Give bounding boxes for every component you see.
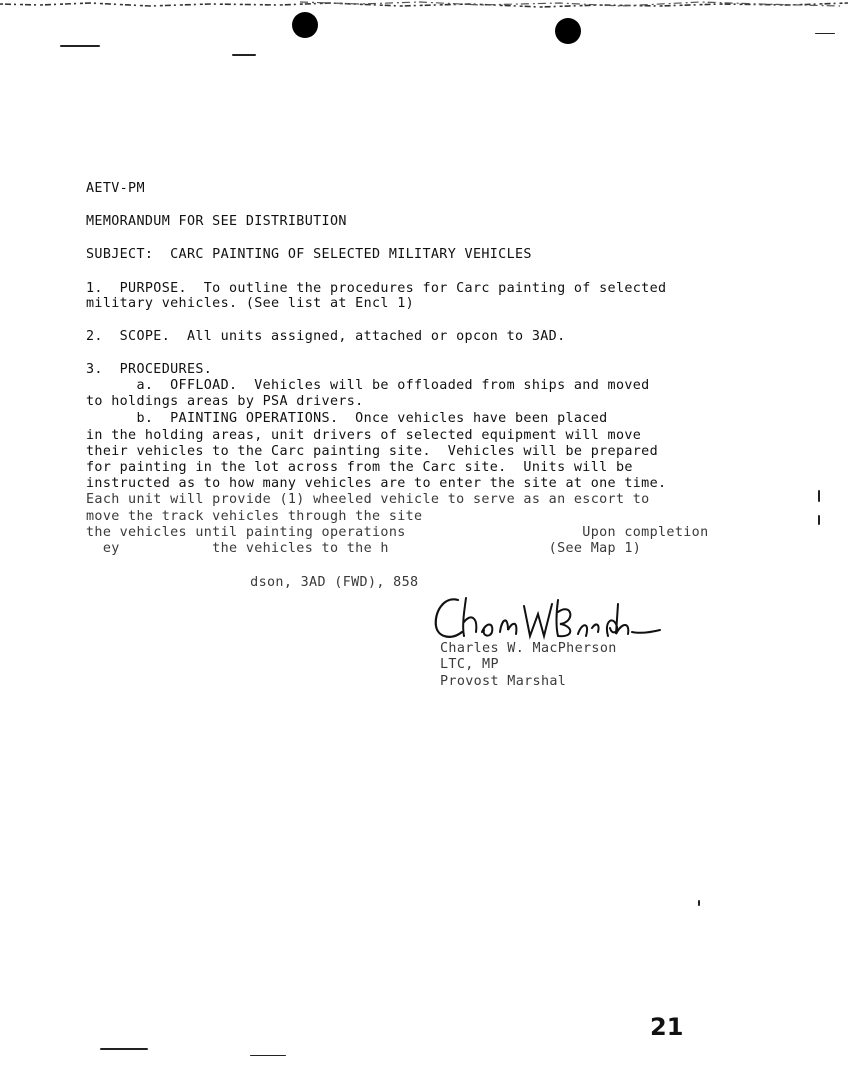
painting-paragraph-line: their vehicles to the Carc painting site. Vehicles will be prepared <box>86 444 659 459</box>
painting-paragraph-line: the vehicles until painting operations Upon completion <box>86 525 709 540</box>
painting-paragraph-line: move the track vehicles through the site <box>86 509 423 524</box>
painting-paragraph-line: b. PAINTING OPERATIONS. Once vehicles have been placed <box>86 411 608 426</box>
painting-paragraph-line: instructed as to how many vehicles are to enter the site at one time. <box>86 476 667 491</box>
scope-paragraph: 2. SCOPE. All units assigned, attached or opcon to 3AD. <box>86 329 566 344</box>
signer-rank: LTC, MP <box>440 657 499 672</box>
painting-paragraph-line: Each unit will provide (1) wheeled vehicle to serve as an escort to <box>86 492 650 507</box>
purpose-paragraph-line: 1. PURPOSE. To outline the procedures for Carc painting of selected <box>86 281 667 296</box>
handwritten-signature <box>432 592 662 646</box>
offload-paragraph-line: a. OFFLOAD. Vehicles will be offloaded from ships and moved <box>86 378 650 393</box>
painting-paragraph-line: for painting in the lot across from the Carc site. Units will be <box>86 460 633 475</box>
page-number: 21 <box>650 1013 684 1041</box>
office-symbol: AETV-PM <box>86 181 145 196</box>
signer-title: Provost Marshal <box>440 674 567 689</box>
signer-name: Charles W. MacPherson <box>440 641 617 656</box>
point-of-contact-line: dson, 3AD (FWD), 858 <box>124 575 419 590</box>
painting-paragraph-line: ey the vehicles to the h (See Map 1) <box>86 541 642 556</box>
procedures-heading: 3. PROCEDURES. <box>86 362 213 377</box>
purpose-paragraph-line: military vehicles. (See list at Encl 1) <box>86 296 415 311</box>
memorandum-for: MEMORANDUM FOR SEE DISTRIBUTION <box>86 214 347 229</box>
offload-paragraph-line: to holdings areas by PSA drivers. <box>86 394 364 409</box>
subject-line: SUBJECT: CARC PAINTING OF SELECTED MILITARY VEHICLES <box>86 247 532 262</box>
painting-paragraph-line: in the holding areas, unit drivers of selected equipment will move <box>86 428 642 443</box>
